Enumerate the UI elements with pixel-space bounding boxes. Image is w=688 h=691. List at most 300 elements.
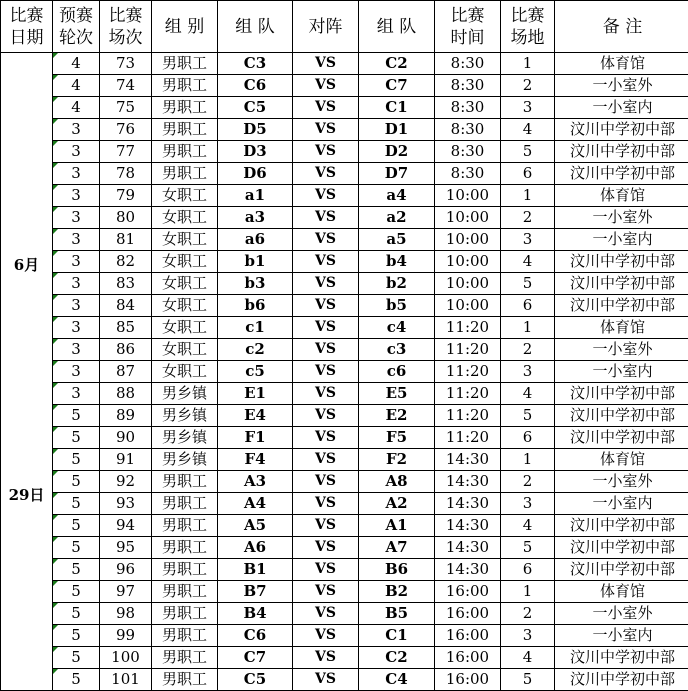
group-cell: 男乡镇 [152,427,218,449]
venue-cell: 2 [501,339,555,361]
prelim-round-cell: 5 [53,493,100,515]
notes-cell: 汶川中学初中部 [555,163,688,185]
versus-cell: VS [293,647,359,669]
notes-cell: 汶川中学初中部 [555,295,688,317]
venue-cell: 2 [501,471,555,493]
team-a-cell: F4 [218,449,293,471]
team-a-cell: b1 [218,251,293,273]
table-row [1,603,688,625]
prelim-round-cell: 3 [53,295,100,317]
prelim-round-cell: 3 [53,141,100,163]
group-cell: 男职工 [152,493,218,515]
team-b-cell: b2 [359,273,435,295]
team-b-cell: A1 [359,515,435,537]
table-row [1,141,688,163]
team-b-cell: B6 [359,559,435,581]
team-b-cell: a2 [359,207,435,229]
team-b-cell: C4 [359,669,435,691]
versus-cell: VS [293,119,359,141]
team-a-cell: B4 [218,603,293,625]
venue-cell: 5 [501,537,555,559]
notes-cell: 汶川中学初中部 [555,559,688,581]
match-number-cell: 91 [100,449,152,471]
match-number-cell: 99 [100,625,152,647]
venue-cell: 1 [501,53,555,75]
venue-cell: 1 [501,317,555,339]
prelim-round-cell: 3 [53,207,100,229]
team-b-cell: D1 [359,119,435,141]
table-row [1,53,688,75]
header-prelim-round: 预赛 轮次 [53,1,100,53]
team-b-cell: F5 [359,427,435,449]
prelim-round-cell: 4 [53,75,100,97]
header-match-number: 比赛 场次 [100,1,152,53]
group-cell: 女职工 [152,317,218,339]
versus-cell: VS [293,251,359,273]
versus-cell: VS [293,471,359,493]
team-b-cell: a4 [359,185,435,207]
team-b-cell: B5 [359,603,435,625]
team-b-cell: E5 [359,383,435,405]
team-a-cell: D5 [218,119,293,141]
venue-cell: 2 [501,603,555,625]
match-number-cell: 85 [100,317,152,339]
team-a-cell: C6 [218,625,293,647]
prelim-round-cell: 5 [53,427,100,449]
group-cell: 男职工 [152,119,218,141]
notes-cell: 一小室外 [555,471,688,493]
versus-cell: VS [293,669,359,691]
venue-cell: 1 [501,449,555,471]
match-time-cell: 11:20 [435,383,501,405]
team-a-cell: C6 [218,75,293,97]
table-row [1,317,688,339]
notes-cell: 汶川中学初中部 [555,427,688,449]
team-a-cell: E1 [218,383,293,405]
versus-cell: VS [293,537,359,559]
header-match-time: 比赛 时间 [435,1,501,53]
match-number-cell: 82 [100,251,152,273]
prelim-round-cell: 5 [53,405,100,427]
team-a-cell: b6 [218,295,293,317]
team-b-cell: C1 [359,625,435,647]
team-a-cell: a1 [218,185,293,207]
match-time-cell: 8:30 [435,97,501,119]
venue-cell: 2 [501,75,555,97]
notes-cell: 一小室内 [555,493,688,515]
team-b-cell: A7 [359,537,435,559]
versus-cell: VS [293,625,359,647]
team-b-cell: A8 [359,471,435,493]
match-number-cell: 73 [100,53,152,75]
versus-cell: VS [293,163,359,185]
prelim-round-cell: 5 [53,669,100,691]
group-cell: 男职工 [152,625,218,647]
group-cell: 男职工 [152,669,218,691]
header-team-a: 组 队 [218,1,293,53]
prelim-round-cell: 5 [53,471,100,493]
versus-cell: VS [293,493,359,515]
venue-cell: 4 [501,119,555,141]
match-time-cell: 10:00 [435,229,501,251]
match-number-cell: 96 [100,559,152,581]
match-time-cell: 8:30 [435,53,501,75]
group-cell: 男职工 [152,515,218,537]
versus-cell: VS [293,383,359,405]
versus-cell: VS [293,559,359,581]
group-cell: 男职工 [152,163,218,185]
team-a-cell: a3 [218,207,293,229]
notes-cell: 汶川中学初中部 [555,251,688,273]
versus-cell: VS [293,515,359,537]
notes-cell: 汶川中学初中部 [555,647,688,669]
versus-cell: VS [293,295,359,317]
notes-cell: 汶川中学初中部 [555,119,688,141]
match-number-cell: 98 [100,603,152,625]
prelim-round-cell: 3 [53,383,100,405]
match-number-cell: 101 [100,669,152,691]
group-cell: 女职工 [152,185,218,207]
team-a-cell: A3 [218,471,293,493]
versus-cell: VS [293,361,359,383]
match-time-cell: 16:00 [435,603,501,625]
group-cell: 男乡镇 [152,405,218,427]
team-b-cell: c3 [359,339,435,361]
notes-cell: 体育馆 [555,317,688,339]
team-b-cell: D7 [359,163,435,185]
notes-cell: 汶川中学初中部 [555,537,688,559]
match-time-cell: 11:20 [435,361,501,383]
table-row [1,119,688,141]
notes-cell: 体育馆 [555,53,688,75]
team-a-cell: A4 [218,493,293,515]
venue-cell: 2 [501,207,555,229]
versus-cell: VS [293,273,359,295]
versus-cell: VS [293,229,359,251]
team-b-cell: b4 [359,251,435,273]
table-row [1,537,688,559]
group-cell: 男乡镇 [152,449,218,471]
group-cell: 女职工 [152,251,218,273]
match-time-cell: 10:00 [435,185,501,207]
match-number-cell: 78 [100,163,152,185]
group-cell: 男职工 [152,603,218,625]
group-cell: 女职工 [152,229,218,251]
notes-cell: 汶川中学初中部 [555,515,688,537]
venue-cell: 5 [501,669,555,691]
notes-cell: 一小室内 [555,361,688,383]
match-number-cell: 75 [100,97,152,119]
prelim-round-cell: 5 [53,559,100,581]
venue-cell: 3 [501,493,555,515]
table-row [1,251,688,273]
header-venue: 比赛 场地 [501,1,555,53]
team-a-cell: a6 [218,229,293,251]
venue-cell: 6 [501,295,555,317]
versus-cell: VS [293,427,359,449]
prelim-round-cell: 3 [53,251,100,273]
match-time-cell: 11:20 [435,427,501,449]
match-number-cell: 92 [100,471,152,493]
date-day: 29日 [1,485,52,506]
table-row [1,669,688,691]
group-cell: 女职工 [152,207,218,229]
match-number-cell: 84 [100,295,152,317]
group-cell: 男职工 [152,75,218,97]
versus-cell: VS [293,207,359,229]
venue-cell: 3 [501,625,555,647]
notes-cell: 一小室内 [555,625,688,647]
team-a-cell: c2 [218,339,293,361]
header-group: 组 别 [152,1,218,53]
team-b-cell: c6 [359,361,435,383]
team-b-cell: B2 [359,581,435,603]
team-b-cell: A2 [359,493,435,515]
table-row [1,559,688,581]
prelim-round-cell: 5 [53,515,100,537]
team-b-cell: b5 [359,295,435,317]
prelim-round-cell: 5 [53,625,100,647]
notes-cell: 体育馆 [555,581,688,603]
match-time-cell: 10:00 [435,295,501,317]
prelim-round-cell: 5 [53,449,100,471]
match-time-cell: 16:00 [435,625,501,647]
versus-cell: VS [293,141,359,163]
table-row [1,185,688,207]
venue-cell: 4 [501,515,555,537]
versus-cell: VS [293,339,359,361]
table-row [1,405,688,427]
venue-cell: 6 [501,163,555,185]
table-row [1,339,688,361]
versus-cell: VS [293,317,359,339]
team-a-cell: c1 [218,317,293,339]
venue-cell: 6 [501,427,555,449]
prelim-round-cell: 3 [53,163,100,185]
table-row [1,273,688,295]
header-team-b: 组 队 [359,1,435,53]
venue-cell: 5 [501,141,555,163]
match-number-cell: 74 [100,75,152,97]
match-number-cell: 97 [100,581,152,603]
group-cell: 男职工 [152,647,218,669]
group-cell: 男乡镇 [152,383,218,405]
table-row [1,647,688,669]
team-a-cell: A5 [218,515,293,537]
venue-cell: 3 [501,361,555,383]
notes-cell: 汶川中学初中部 [555,669,688,691]
match-number-cell: 83 [100,273,152,295]
table-row [1,581,688,603]
group-cell: 女职工 [152,361,218,383]
match-number-cell: 88 [100,383,152,405]
prelim-round-cell: 5 [53,537,100,559]
team-b-cell: E2 [359,405,435,427]
notes-cell: 汶川中学初中部 [555,273,688,295]
group-cell: 男职工 [152,53,218,75]
prelim-round-cell: 4 [53,97,100,119]
match-time-cell: 16:00 [435,581,501,603]
group-cell: 男职工 [152,559,218,581]
match-time-cell: 10:00 [435,273,501,295]
versus-cell: VS [293,75,359,97]
match-time-cell: 8:30 [435,141,501,163]
table-row [1,295,688,317]
team-b-cell: C2 [359,647,435,669]
match-time-cell: 8:30 [435,75,501,97]
venue-cell: 1 [501,581,555,603]
match-time-cell: 10:00 [435,251,501,273]
header-match-date: 比赛 日期 [1,1,53,53]
prelim-round-cell: 3 [53,361,100,383]
match-time-cell: 14:30 [435,537,501,559]
match-number-cell: 81 [100,229,152,251]
match-time-cell: 16:00 [435,647,501,669]
notes-cell: 汶川中学初中部 [555,141,688,163]
team-b-cell: C1 [359,97,435,119]
team-a-cell: c5 [218,361,293,383]
match-number-cell: 90 [100,427,152,449]
match-time-cell: 14:30 [435,515,501,537]
prelim-round-cell: 3 [53,229,100,251]
prelim-round-cell: 4 [53,53,100,75]
match-number-cell: 100 [100,647,152,669]
match-number-cell: 95 [100,537,152,559]
group-cell: 女职工 [152,339,218,361]
prelim-round-cell: 3 [53,339,100,361]
group-cell: 男职工 [152,471,218,493]
team-b-cell: a5 [359,229,435,251]
prelim-round-cell: 5 [53,647,100,669]
notes-cell: 汶川中学初中部 [555,405,688,427]
match-time-cell: 14:30 [435,471,501,493]
team-a-cell: C5 [218,97,293,119]
notes-cell: 一小室内 [555,97,688,119]
notes-cell: 体育馆 [555,449,688,471]
group-cell: 女职工 [152,295,218,317]
table-row [1,361,688,383]
group-cell: 男职工 [152,141,218,163]
table-row [1,75,688,97]
prelim-round-cell: 3 [53,185,100,207]
notes-cell: 一小室外 [555,603,688,625]
table-row [1,449,688,471]
match-time-cell: 11:20 [435,317,501,339]
table-row [1,493,688,515]
versus-cell: VS [293,449,359,471]
match-number-cell: 89 [100,405,152,427]
team-b-cell: c4 [359,317,435,339]
table-row [1,163,688,185]
venue-cell: 4 [501,251,555,273]
venue-cell: 1 [501,185,555,207]
table-row [1,97,688,119]
versus-cell: VS [293,581,359,603]
table-row [1,471,688,493]
venue-cell: 5 [501,405,555,427]
team-a-cell: D6 [218,163,293,185]
header-row [1,1,688,53]
date-month: 6月 [1,255,52,276]
match-date-cell [1,53,53,691]
table-row [1,207,688,229]
match-number-cell: 86 [100,339,152,361]
table-row [1,427,688,449]
notes-cell: 体育馆 [555,185,688,207]
match-time-cell: 14:30 [435,449,501,471]
match-number-cell: 93 [100,493,152,515]
table-row [1,229,688,251]
prelim-round-cell: 3 [53,317,100,339]
match-time-cell: 8:30 [435,119,501,141]
team-a-cell: C3 [218,53,293,75]
prelim-round-cell: 3 [53,273,100,295]
versus-cell: VS [293,405,359,427]
team-b-cell: D2 [359,141,435,163]
versus-cell: VS [293,185,359,207]
match-number-cell: 80 [100,207,152,229]
match-number-cell: 87 [100,361,152,383]
table-row [1,625,688,647]
notes-cell: 一小室内 [555,229,688,251]
team-a-cell: C5 [218,669,293,691]
team-a-cell: E4 [218,405,293,427]
versus-cell: VS [293,53,359,75]
venue-cell: 4 [501,383,555,405]
venue-cell: 4 [501,647,555,669]
match-number-cell: 94 [100,515,152,537]
match-time-cell: 11:20 [435,405,501,427]
team-a-cell: b3 [218,273,293,295]
table-row [1,383,688,405]
team-b-cell: C2 [359,53,435,75]
notes-cell: 一小室外 [555,75,688,97]
prelim-round-cell: 5 [53,581,100,603]
versus-cell: VS [293,603,359,625]
team-a-cell: B7 [218,581,293,603]
team-b-cell: C7 [359,75,435,97]
team-a-cell: F1 [218,427,293,449]
match-time-cell: 10:00 [435,207,501,229]
header-notes: 备 注 [555,1,688,53]
match-number-cell: 77 [100,141,152,163]
prelim-round-cell: 5 [53,603,100,625]
prelim-round-cell: 3 [53,119,100,141]
notes-cell: 汶川中学初中部 [555,383,688,405]
versus-cell: VS [293,97,359,119]
group-cell: 男职工 [152,581,218,603]
table-row [1,515,688,537]
team-b-cell: F2 [359,449,435,471]
venue-cell: 3 [501,97,555,119]
team-a-cell: A6 [218,537,293,559]
match-time-cell: 16:00 [435,669,501,691]
match-time-cell: 14:30 [435,493,501,515]
match-time-cell: 8:30 [435,163,501,185]
match-number-cell: 79 [100,185,152,207]
match-time-cell: 14:30 [435,559,501,581]
notes-cell: 一小室外 [555,207,688,229]
team-a-cell: D3 [218,141,293,163]
venue-cell: 5 [501,273,555,295]
match-number-cell: 76 [100,119,152,141]
venue-cell: 6 [501,559,555,581]
match-time-cell: 11:20 [435,339,501,361]
notes-cell: 一小室外 [555,339,688,361]
group-cell: 男职工 [152,537,218,559]
header-versus: 对阵 [293,1,359,53]
group-cell: 男职工 [152,97,218,119]
